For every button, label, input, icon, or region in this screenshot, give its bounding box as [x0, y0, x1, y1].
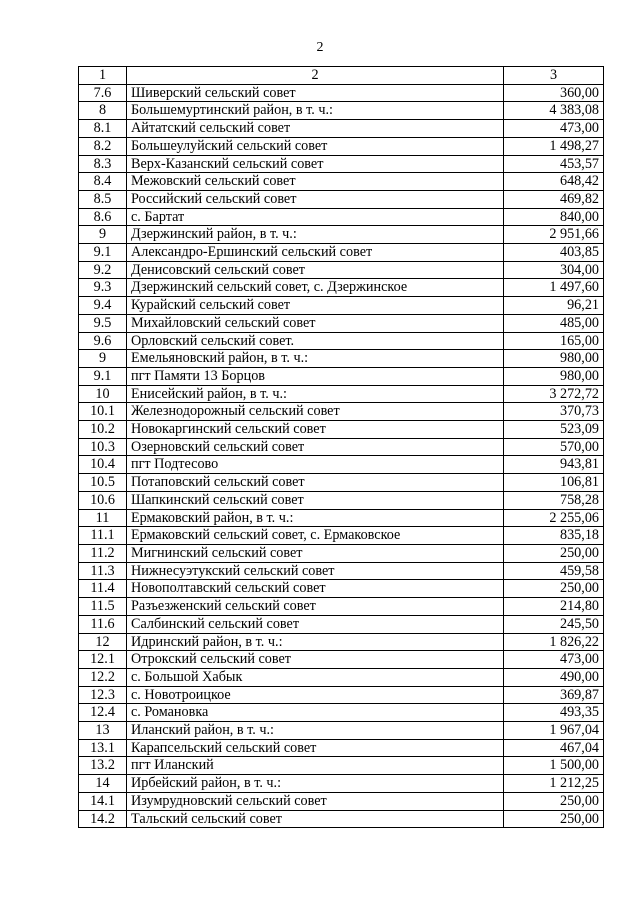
- row-number-cell: 11.2: [79, 544, 127, 562]
- row-number-cell: 8.1: [79, 120, 127, 138]
- row-number-cell: 8.3: [79, 155, 127, 173]
- row-number-cell: 11.6: [79, 615, 127, 633]
- row-number-cell: 12.2: [79, 668, 127, 686]
- row-name-cell: Тальский сельский совет: [127, 810, 504, 828]
- row-name-cell: Потаповский сельский совет: [127, 474, 504, 492]
- row-name-cell: Емельяновский район, в т. ч.:: [127, 350, 504, 368]
- row-value-cell: 245,50: [504, 615, 604, 633]
- row-value-cell: 840,00: [504, 208, 604, 226]
- row-value-cell: 360,00: [504, 84, 604, 102]
- row-number-cell: 8.6: [79, 208, 127, 226]
- table-row: [79, 491, 604, 509]
- table-row: [79, 102, 604, 120]
- row-value-cell: 250,00: [504, 544, 604, 562]
- row-number-cell: 9.5: [79, 314, 127, 332]
- table-row: [79, 208, 604, 226]
- table-row: [79, 544, 604, 562]
- row-name-cell: Межовский сельский совет: [127, 173, 504, 191]
- row-value-cell: 403,85: [504, 244, 604, 262]
- row-number-cell: 12: [79, 633, 127, 651]
- row-name-cell: Железнодорожный сельский совет: [127, 403, 504, 421]
- row-name-cell: пгт Подтесово: [127, 456, 504, 474]
- row-number-cell: 9.1: [79, 367, 127, 385]
- row-number-cell: 11.3: [79, 562, 127, 580]
- table-row: [79, 598, 604, 616]
- table-row: [79, 155, 604, 173]
- row-name-cell: Салбинский сельский совет: [127, 615, 504, 633]
- row-name-cell: с. Большой Хабык: [127, 668, 504, 686]
- table-row: [79, 456, 604, 474]
- row-name-cell: Михайловский сельский совет: [127, 314, 504, 332]
- table-row: [79, 686, 604, 704]
- row-value-cell: 106,81: [504, 474, 604, 492]
- row-name-cell: Новополтавский сельский совет: [127, 580, 504, 598]
- row-value-cell: 2 255,06: [504, 509, 604, 527]
- table-row: [79, 385, 604, 403]
- row-number-cell: 9.1: [79, 244, 127, 262]
- row-value-cell: 370,73: [504, 403, 604, 421]
- row-name-cell: Большемуртинский район, в т. ч.:: [127, 102, 504, 120]
- row-name-cell: Озерновский сельский совет: [127, 438, 504, 456]
- table-row: [79, 527, 604, 545]
- table-row: [79, 651, 604, 669]
- table-row: [79, 438, 604, 456]
- row-value-cell: 1 498,27: [504, 137, 604, 155]
- table-row: [79, 137, 604, 155]
- table-row: [79, 775, 604, 793]
- row-name-cell: Денисовский сельский совет: [127, 261, 504, 279]
- row-name-cell: Нижнесуэтукский сельский совет: [127, 562, 504, 580]
- row-value-cell: 490,00: [504, 668, 604, 686]
- row-value-cell: 1 212,25: [504, 775, 604, 793]
- table-row: [79, 704, 604, 722]
- row-value-cell: 250,00: [504, 810, 604, 828]
- row-value-cell: 467,04: [504, 739, 604, 757]
- table-row: [79, 297, 604, 315]
- row-name-cell: Новокаргинский сельский совет: [127, 421, 504, 439]
- row-name-cell: с. Бартат: [127, 208, 504, 226]
- row-name-cell: Орловский сельский совет.: [127, 332, 504, 350]
- table-row: [79, 633, 604, 651]
- column-header: 3: [504, 67, 604, 85]
- row-number-cell: 10.2: [79, 421, 127, 439]
- table-row: [79, 668, 604, 686]
- table-row: [79, 739, 604, 757]
- row-value-cell: 304,00: [504, 261, 604, 279]
- column-header: 2: [127, 67, 504, 85]
- row-number-cell: 8.4: [79, 173, 127, 191]
- table-row: [79, 190, 604, 208]
- row-name-cell: Идринский район, в т. ч.:: [127, 633, 504, 651]
- row-value-cell: 523,09: [504, 421, 604, 439]
- row-number-cell: 9.6: [79, 332, 127, 350]
- row-value-cell: 980,00: [504, 367, 604, 385]
- row-name-cell: Изумрудновский сельский совет: [127, 792, 504, 810]
- table-header-row: [79, 67, 604, 85]
- row-number-cell: 10.1: [79, 403, 127, 421]
- column-header: 1: [79, 67, 127, 85]
- table-row: [79, 350, 604, 368]
- row-number-cell: 12.4: [79, 704, 127, 722]
- row-number-cell: 8.5: [79, 190, 127, 208]
- table-row: [79, 332, 604, 350]
- row-number-cell: 11: [79, 509, 127, 527]
- row-number-cell: 11.5: [79, 598, 127, 616]
- row-value-cell: 473,00: [504, 651, 604, 669]
- row-value-cell: 493,35: [504, 704, 604, 722]
- table-row: [79, 403, 604, 421]
- row-number-cell: 11.4: [79, 580, 127, 598]
- row-number-cell: 13.1: [79, 739, 127, 757]
- table-row: [79, 615, 604, 633]
- table-row: [79, 722, 604, 740]
- row-value-cell: 96,21: [504, 297, 604, 315]
- row-number-cell: 13.2: [79, 757, 127, 775]
- row-name-cell: Александро-Ершинский сельский совет: [127, 244, 504, 262]
- row-number-cell: 14.1: [79, 792, 127, 810]
- row-value-cell: 165,00: [504, 332, 604, 350]
- row-number-cell: 7.6: [79, 84, 127, 102]
- row-name-cell: Дзержинский сельский совет, с. Дзержинское: [127, 279, 504, 297]
- table-row: [79, 173, 604, 191]
- row-number-cell: 8.2: [79, 137, 127, 155]
- row-value-cell: 369,87: [504, 686, 604, 704]
- table-row: [79, 474, 604, 492]
- table-row: [79, 367, 604, 385]
- row-name-cell: с. Новотроицкое: [127, 686, 504, 704]
- row-name-cell: Мигнинский сельский совет: [127, 544, 504, 562]
- row-number-cell: 9.3: [79, 279, 127, 297]
- table-row: [79, 810, 604, 828]
- row-number-cell: 9: [79, 350, 127, 368]
- table-row: [79, 580, 604, 598]
- row-number-cell: 10.6: [79, 491, 127, 509]
- row-number-cell: 10: [79, 385, 127, 403]
- row-name-cell: Карапсельский сельский совет: [127, 739, 504, 757]
- row-value-cell: 469,82: [504, 190, 604, 208]
- row-number-cell: 9: [79, 226, 127, 244]
- row-number-cell: 12.1: [79, 651, 127, 669]
- table-row: [79, 421, 604, 439]
- row-number-cell: 8: [79, 102, 127, 120]
- table-row: [79, 562, 604, 580]
- row-name-cell: Айтатский сельский совет: [127, 120, 504, 138]
- table-row: [79, 226, 604, 244]
- row-value-cell: 214,80: [504, 598, 604, 616]
- row-name-cell: Российский сельский совет: [127, 190, 504, 208]
- row-name-cell: Дзержинский район, в т. ч.:: [127, 226, 504, 244]
- table-row: [79, 757, 604, 775]
- row-value-cell: 485,00: [504, 314, 604, 332]
- row-value-cell: 758,28: [504, 491, 604, 509]
- row-name-cell: с. Романовка: [127, 704, 504, 722]
- allocation-table: [78, 66, 604, 828]
- row-value-cell: 459,58: [504, 562, 604, 580]
- table-row: [79, 261, 604, 279]
- table-row: [79, 120, 604, 138]
- row-number-cell: 10.4: [79, 456, 127, 474]
- row-value-cell: 2 951,66: [504, 226, 604, 244]
- row-value-cell: 4 383,08: [504, 102, 604, 120]
- row-number-cell: 14: [79, 775, 127, 793]
- row-value-cell: 1 500,00: [504, 757, 604, 775]
- table-row: [79, 314, 604, 332]
- table-row: [79, 244, 604, 262]
- row-value-cell: 250,00: [504, 580, 604, 598]
- row-name-cell: Шиверский сельский совет: [127, 84, 504, 102]
- row-number-cell: 10.5: [79, 474, 127, 492]
- row-name-cell: Ермаковский сельский совет, с. Ермаковское: [127, 527, 504, 545]
- row-number-cell: 13: [79, 722, 127, 740]
- row-name-cell: Большеулуйский сельский совет: [127, 137, 504, 155]
- row-value-cell: 980,00: [504, 350, 604, 368]
- row-value-cell: 250,00: [504, 792, 604, 810]
- row-name-cell: Ирбейский район, в т. ч.:: [127, 775, 504, 793]
- row-value-cell: 835,18: [504, 527, 604, 545]
- row-number-cell: 11.1: [79, 527, 127, 545]
- row-value-cell: 3 272,72: [504, 385, 604, 403]
- row-value-cell: 570,00: [504, 438, 604, 456]
- row-value-cell: 943,81: [504, 456, 604, 474]
- row-value-cell: 1 497,60: [504, 279, 604, 297]
- row-name-cell: пгт Иланский: [127, 757, 504, 775]
- row-name-cell: Иланский район, в т. ч.:: [127, 722, 504, 740]
- row-name-cell: Енисейский район, в т. ч.:: [127, 385, 504, 403]
- page-number: 2: [316, 40, 324, 55]
- table-row: [79, 279, 604, 297]
- row-number-cell: 9.4: [79, 297, 127, 315]
- table-row: [79, 509, 604, 527]
- row-name-cell: Шапкинский сельский совет: [127, 491, 504, 509]
- row-number-cell: 10.3: [79, 438, 127, 456]
- row-value-cell: 453,57: [504, 155, 604, 173]
- row-name-cell: Верх-Казанский сельский совет: [127, 155, 504, 173]
- row-value-cell: 473,00: [504, 120, 604, 138]
- row-name-cell: Ермаковский район, в т. ч.:: [127, 509, 504, 527]
- row-name-cell: Отрокский сельский совет: [127, 651, 504, 669]
- row-number-cell: 14.2: [79, 810, 127, 828]
- row-value-cell: 648,42: [504, 173, 604, 191]
- row-number-cell: 9.2: [79, 261, 127, 279]
- table-row: [79, 84, 604, 102]
- row-name-cell: Курайский сельский совет: [127, 297, 504, 315]
- row-name-cell: пгт Памяти 13 Борцов: [127, 367, 504, 385]
- table-row: [79, 792, 604, 810]
- row-name-cell: Разъезженский сельский совет: [127, 598, 504, 616]
- row-value-cell: 1 967,04: [504, 722, 604, 740]
- row-number-cell: 12.3: [79, 686, 127, 704]
- row-value-cell: 1 826,22: [504, 633, 604, 651]
